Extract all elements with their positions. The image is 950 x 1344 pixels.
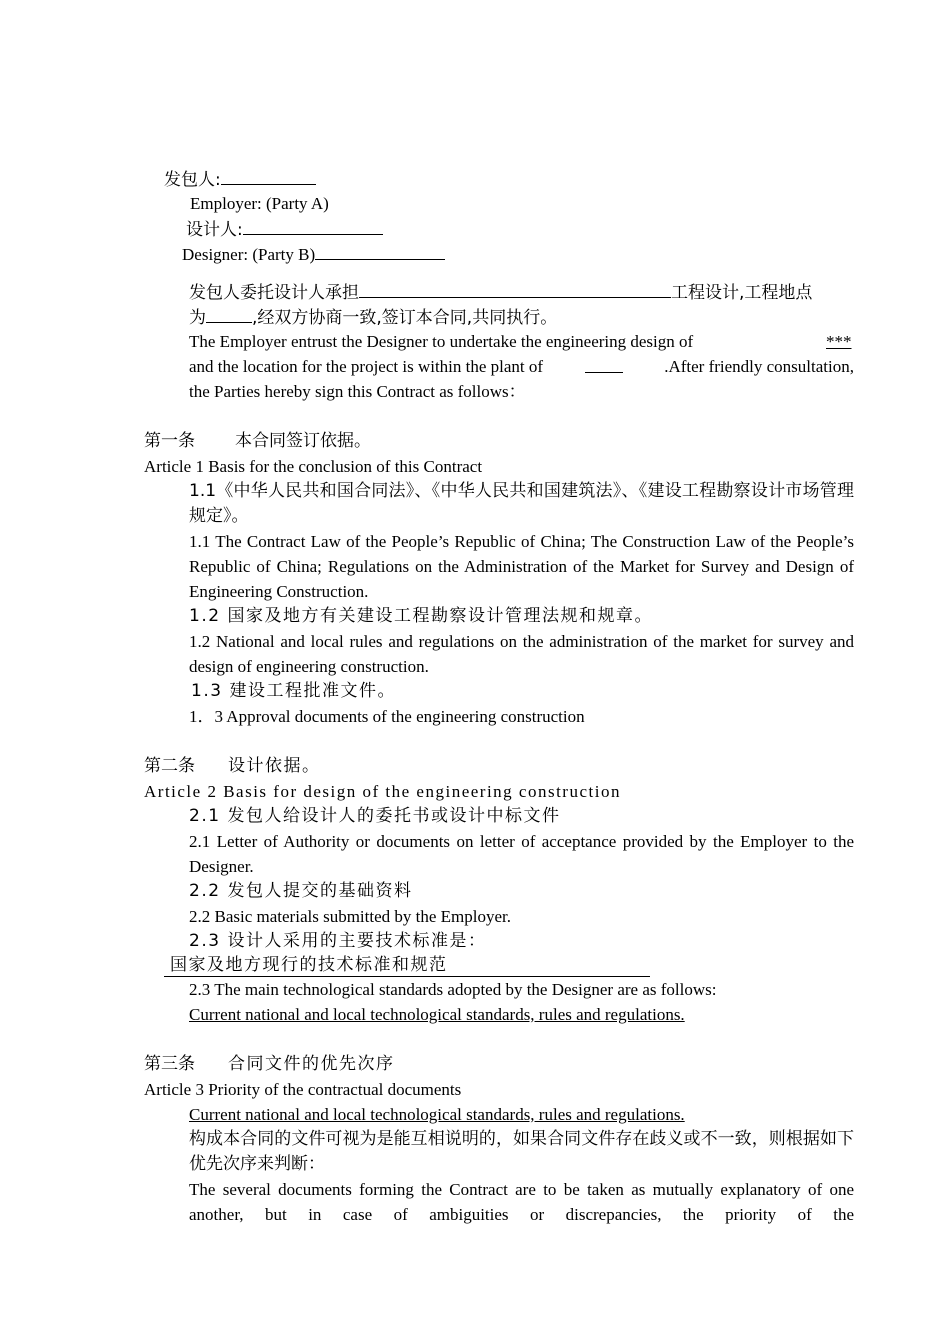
article1-1-zh: 1.1《中华人民共和国合同法》、《中华人民共和国建筑法》、《建设工程勘察设计市场管理规定》。 — [189, 481, 854, 526]
plant-blank — [585, 354, 623, 373]
intro-en-line1: The Employer entrust the Designer to undertake the engineering design of — [189, 332, 694, 351]
article3-title-en: Article 3 Priority of the contractual documents — [144, 1080, 462, 1099]
article3-zh: 构成本合同的文件可视为是能互相说明的，如果合同文件存在歧义或不一致，则根据如下优先次序来判断： — [189, 1129, 854, 1174]
intro-en-stars: *** — [826, 332, 852, 351]
article1-3-en: 1．3 Approval documents of the engineering construction — [189, 707, 585, 726]
intro-zh-line2 — [189, 304, 557, 331]
article2-title-zh — [144, 754, 321, 779]
intro-zh-text: 为 — [189, 308, 206, 328]
designer-en-blank — [315, 241, 445, 260]
article-number: 第三条 — [144, 1054, 195, 1074]
article1-2-zh: 1.2 国家及地方有关建设工程勘察设计管理法规和规章。 — [189, 606, 653, 626]
article3-standard: Current national and local technological standards, rules and regulations. — [189, 1105, 685, 1124]
intro-zh-line1 — [189, 279, 812, 306]
article2-3-en-standard: Current national and local technological standards, rules and regulations. — [189, 1005, 685, 1024]
designer-blank — [243, 216, 383, 235]
article2-2-zh: 2.2 发包人提交的基础资料 — [189, 881, 413, 901]
article1-title-en: Article 1 Basis for the conclusion of this Contract — [144, 457, 483, 476]
article2-3-zh-standard: 国家及地方现行的技术标准和规范 — [164, 954, 650, 977]
article-title: 合同文件的优先次序 — [228, 1054, 395, 1074]
intro-zh-text: ,经双方协商一致,签订本合同,共同执行。 — [252, 308, 558, 328]
employer-line-zh — [164, 166, 316, 193]
article2-title-en: Article 2 Basis for design of the engineering construction — [144, 782, 621, 801]
article3-title-zh — [144, 1052, 395, 1077]
article2-3-zh: 2.3 设计人采用的主要技术标准是： — [189, 931, 487, 951]
intro-en-line3: the Parties hereby sign this Contract as follows： — [189, 382, 526, 401]
article-number: 第一条 — [144, 431, 195, 451]
intro-en-text: and the location for the project is within the plant of — [189, 357, 544, 376]
article1-3-zh: 1.3 建设工程批准文件。 — [191, 681, 396, 701]
article1-2-en: 1.2 National and local rules and regulations on the administration of the market for survey and design of engineering construction. — [189, 632, 854, 676]
article1-title-zh — [144, 429, 371, 454]
intro-zh-text: 发包人委托设计人承担 — [189, 283, 359, 303]
article2-1-zh: 2.1 发包人给设计人的委托书或设计中标文件 — [189, 806, 561, 826]
article2-3-en: 2.3 The main technological standards adopted by the Designer are as follows: — [189, 980, 717, 999]
designer-line-en — [182, 241, 445, 267]
article-title: 设计依据。 — [228, 756, 321, 776]
designer-line-zh — [186, 216, 383, 243]
article-title: 本合同签订依据。 — [235, 431, 371, 451]
intro-zh-text: 工程设计,工程地点 — [671, 283, 813, 303]
employer-label-en: Employer: (Party A) — [190, 194, 329, 213]
article1-1-en: 1.1 The Contract Law of the People’s Republic of China; The Construction Law of the People’s Republic of China; Regulations on the Administration of the Market for Survey and Design of Engineering Construction. — [189, 532, 854, 601]
intro-en-text: .After friendly consultation, — [664, 357, 854, 376]
article3-en: The several documents forming the Contract are to be taken as mutually explanatory of one another, but in case of ambiguities or discrepancies, the priority of the — [189, 1180, 854, 1224]
employer-label-zh: 发包人: — [164, 170, 221, 190]
location-blank — [206, 304, 252, 323]
article2-1-en: 2.1 Letter of Authority or documents on letter of acceptance provided by the Employer to the Designer. — [189, 832, 854, 876]
designer-label-en: Designer: (Party B) — [182, 245, 316, 264]
article2-2-en: 2.2 Basic materials submitted by the Employer. — [189, 907, 511, 926]
designer-label-zh: 设计人: — [186, 220, 243, 240]
article-number: 第二条 — [144, 756, 195, 776]
project-name-blank — [359, 279, 671, 298]
intro-en-line2 — [189, 354, 854, 379]
employer-blank — [221, 166, 316, 185]
